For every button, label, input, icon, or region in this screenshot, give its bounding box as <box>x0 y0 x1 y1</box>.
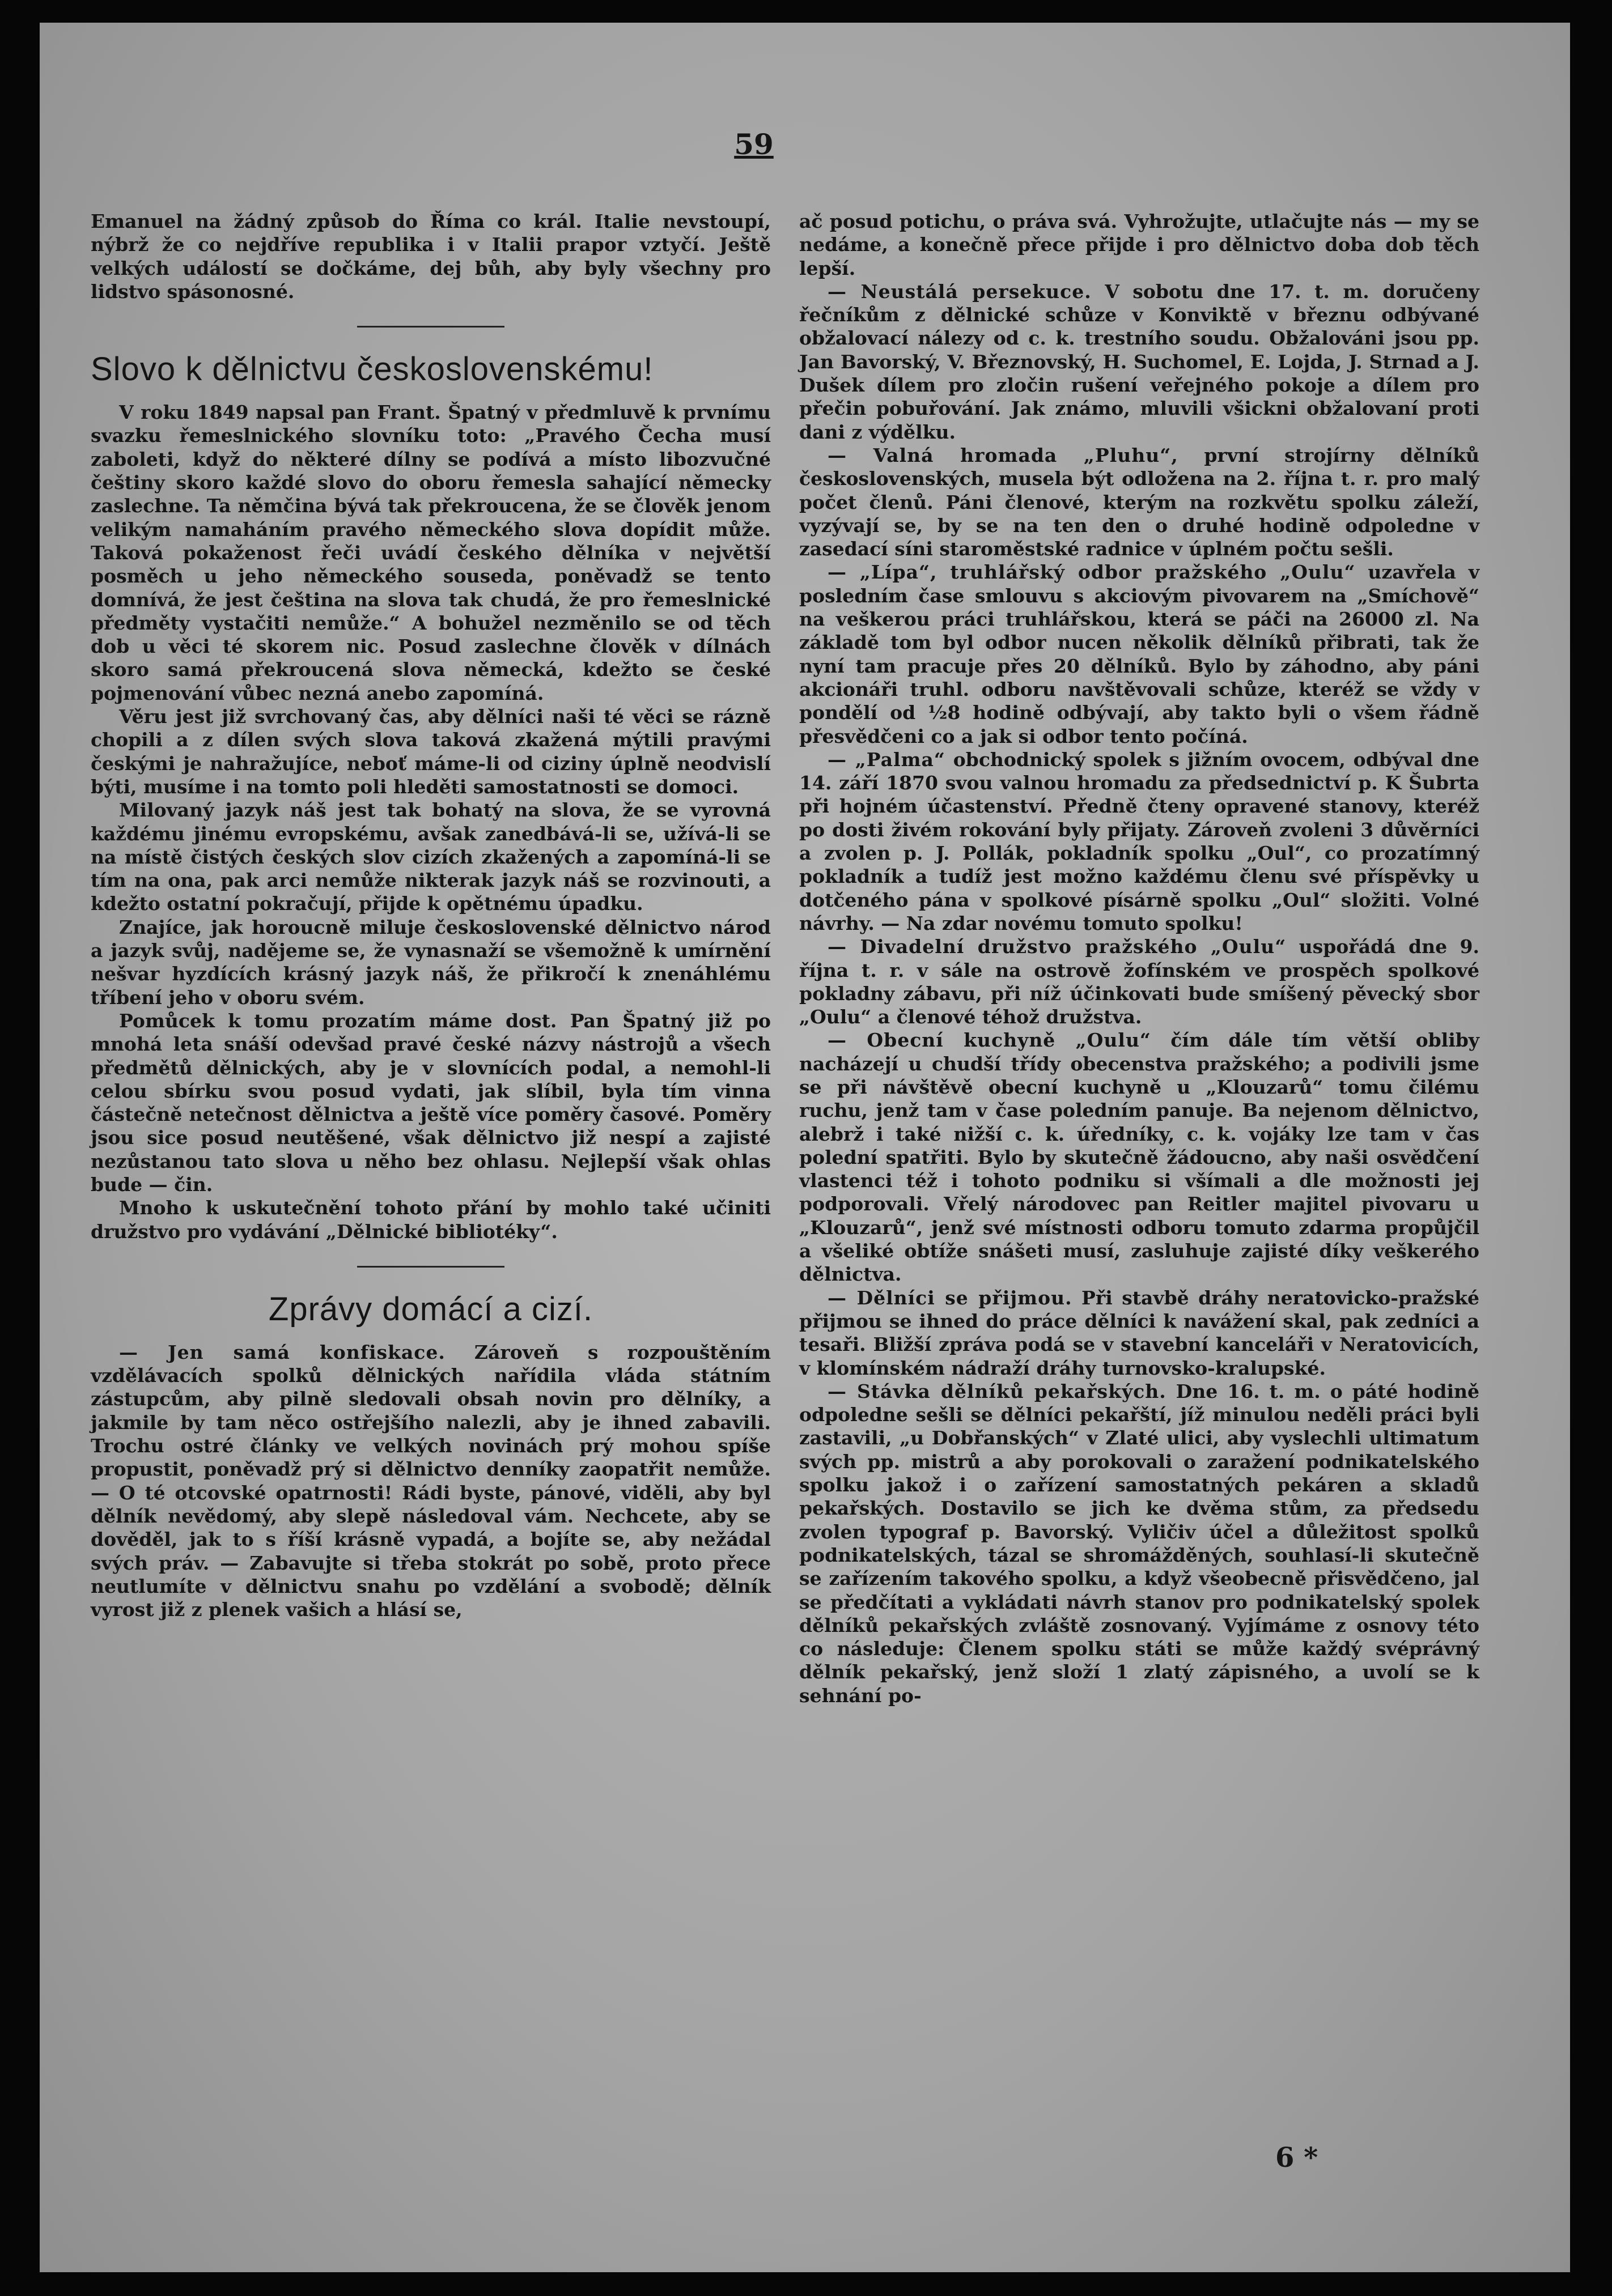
section-divider <box>357 1266 504 1268</box>
right-column <box>799 210 1479 1707</box>
news-text: obchodnický spolek s jižním ovocem, odbýval dne 14. září 1870 svou valnou hromadu za předsednictví p. K Šubrta při hojném účastenství. Předně čteny opravené stanovy, kteréž po dosti živém rokování byly přijaty. Zároveň zvoleni 3 důvěrníci a zvolen p. J. Pollák, pokladník spolku „Oul“, co prozatímný pokladník a tudíž jest možno každému členu své příspěvky u dotčeného pána v spolkové písárně spolku „Oul“ složiti. Volné návrhy. — Na zdar novému tomuto spolku! <box>799 748 1479 934</box>
newspaper-page <box>40 23 1570 2272</box>
news-item <box>799 1028 1479 1286</box>
news-text: Při stavbě dráhy neratovicko-pražské přijmou se ihned do práce dělníci k navážení skal, pak zedníci a tesaři. Bližší zpráva podá se v stavební kanceláři v Neratovicích, v klomínském nádraží dráhy turnovsko-kralupské. <box>799 1286 1480 1379</box>
article-paragraph: Milovaný jazyk náš jest tak bohatý na slova, že se vyrovná každému jinému evropskému, avšak zanedbává-li se, užívá-li se na místě čistých českých slov cizích zkažených a zapomíná-li se tím na ona, pak arci nemůže nikterak jazyk náš se rozvinouti, a kdežto ostatní pokračují, přijde k opětnému úpadku. <box>91 799 771 915</box>
news-heading: — Dělníci se přijmou. <box>828 1286 1072 1309</box>
news-text: uzavřela v posledním čase smlouvu s akciovým pivovarem na „Smíchově“ na veškerou práci truhlářskou, která se páči na 26000 zl. Na základě tom byl odbor nucen několik dělníků přibrati, tak že nyní tam pracuje přes 20 dělníků. Bylo by záhodno, aby páni akcionáři truhl. odboru navštěvovali schůze, kteréž se vždy v pondělí od ½8 hodině odbývají, aby takto byli o všem řádně přesvědčeni co a jak si odbor tento počíná. <box>799 561 1479 747</box>
news-item <box>799 1380 1479 1707</box>
news-heading: — Jen samá konfiskace. <box>119 1341 446 1363</box>
news-text: Zároveň s rozpouštěním vzdělávacích spolků dělnických nařídila vláda státním zástupcům, aby pilně sledovali obsah novin pro dělníky, a jakmile by tam něco ostřejšího nalezli, aby je ihned zabavili. Trochu ostré články ve velkých novinách prý mohou spíše propustit, poněvadž prý si dělnictvo denníky zaopatřit nemůže. — O té otcovské opatrnosti! Rádi byste, pánové, viděli, aby byl dělník nevědomý, aby slepě následoval vám. Nechcete, aby se dověděl, jak to s říší krásně vypadá, a bojíte se, aby nežádal svých práv. — Zabavujte si třeba stokrát po sobě, proto přece neutlumíte v dělnictvu snahu po vzdělání a svobodě; dělník vyrost již z plenek vašich a hlásí se, <box>91 1341 771 1621</box>
news-heading: — Obecní kuchyně „Oulu“ <box>828 1029 1151 1052</box>
news-item <box>91 1341 771 1622</box>
news-heading: — Stávka dělníků pekařských. <box>828 1380 1166 1402</box>
news-heading: — Valná hromada „Pluhu“, <box>828 444 1178 466</box>
article-paragraph: Pomůcek k tomu prozatím máme dost. Pan Špatný již po mnohá leta snáší odevšad pravé české názvy nástrojů a všech předmětů dělnických, aby je v slovnících podal, a nemohl-li celou sbírku svou posud vydati, jak slíbil, byla tím vinna částečně netečnost dělnictva a ještě více poměry časové. Poměry jsou sice posud neutěšené, však dělnictvo již nespí a zajisté nezůstanou tato slova u něho bez ohlasu. Nejlepší však ohlas bude — čin. <box>91 1009 771 1196</box>
news-item <box>799 935 1479 1028</box>
news-heading: — Neustálá persekuce. <box>828 280 1092 303</box>
page-number: 59 <box>734 127 774 161</box>
news-item <box>799 560 1479 747</box>
news-text: první strojírny dělníků československých, musela být odložena na 2. října t. r. pro malý počet členů. Páni členové, kterým na rozkvětu spolku záleží, vyzývají se, by se na ten den o druhé hodině odpoledne v zasedací síni staroměstské radnice v úplném počtu sešli. <box>799 444 1480 560</box>
section-divider <box>357 326 504 328</box>
continuation-paragraph: ač posud potichu, o práva svá. Vyhrožujte, utlačujte nás — my se nedáme, a konečně přece přijde i pro dělnictvo doba dob těch lepší. <box>799 210 1479 279</box>
news-item <box>799 1286 1479 1380</box>
news-text: čím dále tím větší obliby nacházejí u chudší třídy obecenstva pražského; a podivili jsme se při návštěvě obecní kuchyně u „Klouzarů“ tomu čilému ruchu, jenž tam v čase poledním panuje. Ba nejenom dělnictvo, alebrž i také nižší c. k. úředníky, c. k. vojáky lze tam v čas polední spatřiti. Bylo by skutečně žádoucno, aby naši osvědčení vlastenci též i tohoto podniku si všímali a dle možnosti jej podporovali. Vřelý národovec pan Reitler majitel pivovaru u „Klouzarů“, jenž své místnosti odboru tomuto zdarma propůjčil a všeliké obtíže snášeti musí, zasluhuje zajisté díky veškerého dělnictva. <box>799 1029 1479 1286</box>
news-item <box>799 444 1479 560</box>
news-heading: — „Lípa“, truhlářský odbor pražského „Oulu“ <box>828 561 1356 584</box>
intro-paragraph: Emanuel na žádný způsob do Říma co král. Italie nevstoupí, nýbrž že co nejdříve republika i v Italii prapor vztyčí. Ještě velkých událostí se dočkáme, dej bůh, aby byly všechny pro lidstvo spásonosné. <box>91 210 771 303</box>
news-text: Dne 16. t. m. o páté hodině odpoledne sešli se dělníci pekařští, jíž minulou neděli práci byli zastavili, „u Dobřanských“ v Zlaté ulici, aby vyslechli ultimatum svých pp. mistrů a aby porokovali o zaražení podnikatelského spolku jakož i o zařízení samostatných pekáren a skladů pekařských. Dostavilo se jich ke dvěma stům, za předsedu zvolen typograf p. Bavorský. Vyličiv účel a důležitost spolků podnikatelských, tázal se shromážděných, souhlasí-li skutečně se zařízením takového spolku, a když všeobecně přisvědčeno, jal se předčítati a vykládati návrh stanov pro podnikatelský spolek dělníků pekařských zvláště zosnovaný. Vyjímáme z osnovy této co následuje: Členem spolku státi se může každý svéprávný dělník pekařský, jenž složí 1 zlatý zápisného, a uvolí se k sehnání po- <box>799 1380 1480 1707</box>
article-paragraph: Mnoho k uskutečnění tohoto přání by mohlo také učiniti družstvo pro vydávání „Dělnické bibliotéky“. <box>91 1197 771 1243</box>
signature-mark: 6 * <box>1275 2142 1318 2174</box>
article-paragraph: Věru jest již svrchovaný čas, aby dělníci naši té věci se rázně chopili a z dílen svých slova taková zkažená mýtili pravými českými je nahražujíce, neboť máme-li od ciziny úplně neodvislí býti, musíme i na tomto poli hleděti samostatnosti se domoci. <box>91 705 771 798</box>
news-text: uspořádá dne 9. října t. r. v sále na ostrově žofínském ve prospěch spolkové pokladny zábavu, při níž účinkovati bude smíšený pěvecký sbor „Oulu“ a členové téhož družstva. <box>799 936 1479 1028</box>
left-column <box>91 210 771 1621</box>
news-text: V sobotu dne 17. t. m. doručeny řečníkům z dělnické schůze v Konviktě v březnu odbývané obžalovací nálezy od c. k. trestního soudu. Obžalováni jsou pp. Jan Bavorský, V. Březnovský, H. Suchomel, E. Lojda, J. Strnad a J. Dušek dílem pro zločin rušení veřejného pokoje a dílem pro přečin pobuřování. Jak známo, mluvili všickni obžalovaní proti dani z výdělku. <box>799 280 1479 443</box>
news-heading: — Divadelní družstvo pražského „Oulu“ <box>828 936 1287 958</box>
news-item <box>799 748 1479 935</box>
article-paragraph: Znajíce, jak horoucně miluje československé dělnictvo národ a jazyk svůj, nadějeme se, že vynasnaží se všemožně k umírnění nešvar hyzdících krásný jazyk náš, že přikročí k znenáhlému tříbení jeho v oboru svém. <box>91 916 771 1009</box>
news-item <box>799 280 1479 444</box>
article-paragraph: V roku 1849 napsal pan Frant. Špatný v předmluvě k prvnímu svazku řemeslnického slovníku toto: „Pravého Čecha musí zaboleti, když do některé dílny se podívá a místo libozvučné češtiny skoro každé slovo do oboru řemesla sahající německy zaslechne. Ta němčina bývá tak překroucena, že se člověk jenom velikým namaháním pravého německého slova dopídit může. Taková pokaženost řeči uvádí českého dělníka v největší posměch u jeho německého souseda, poněvadž se tento domnívá, že jest čeština na slova tak chudá, že pro řemeslnické předměty vystačiti nemůže.“ A bohužel nezměnilo se od těch dob u věci té skorem nic. Posud zaslechne člověk v dílnách skoro samá překroucená slova německá, kdežto se české pojmenování vůbec nezná anebo zapomíná. <box>91 401 771 704</box>
article-title-slovo: Slovo k dělnictvu československému! <box>91 351 654 388</box>
article-title-zpravy: Zprávy domácí a cizí. <box>268 1290 593 1328</box>
news-heading: — „Palma“ <box>828 748 945 771</box>
